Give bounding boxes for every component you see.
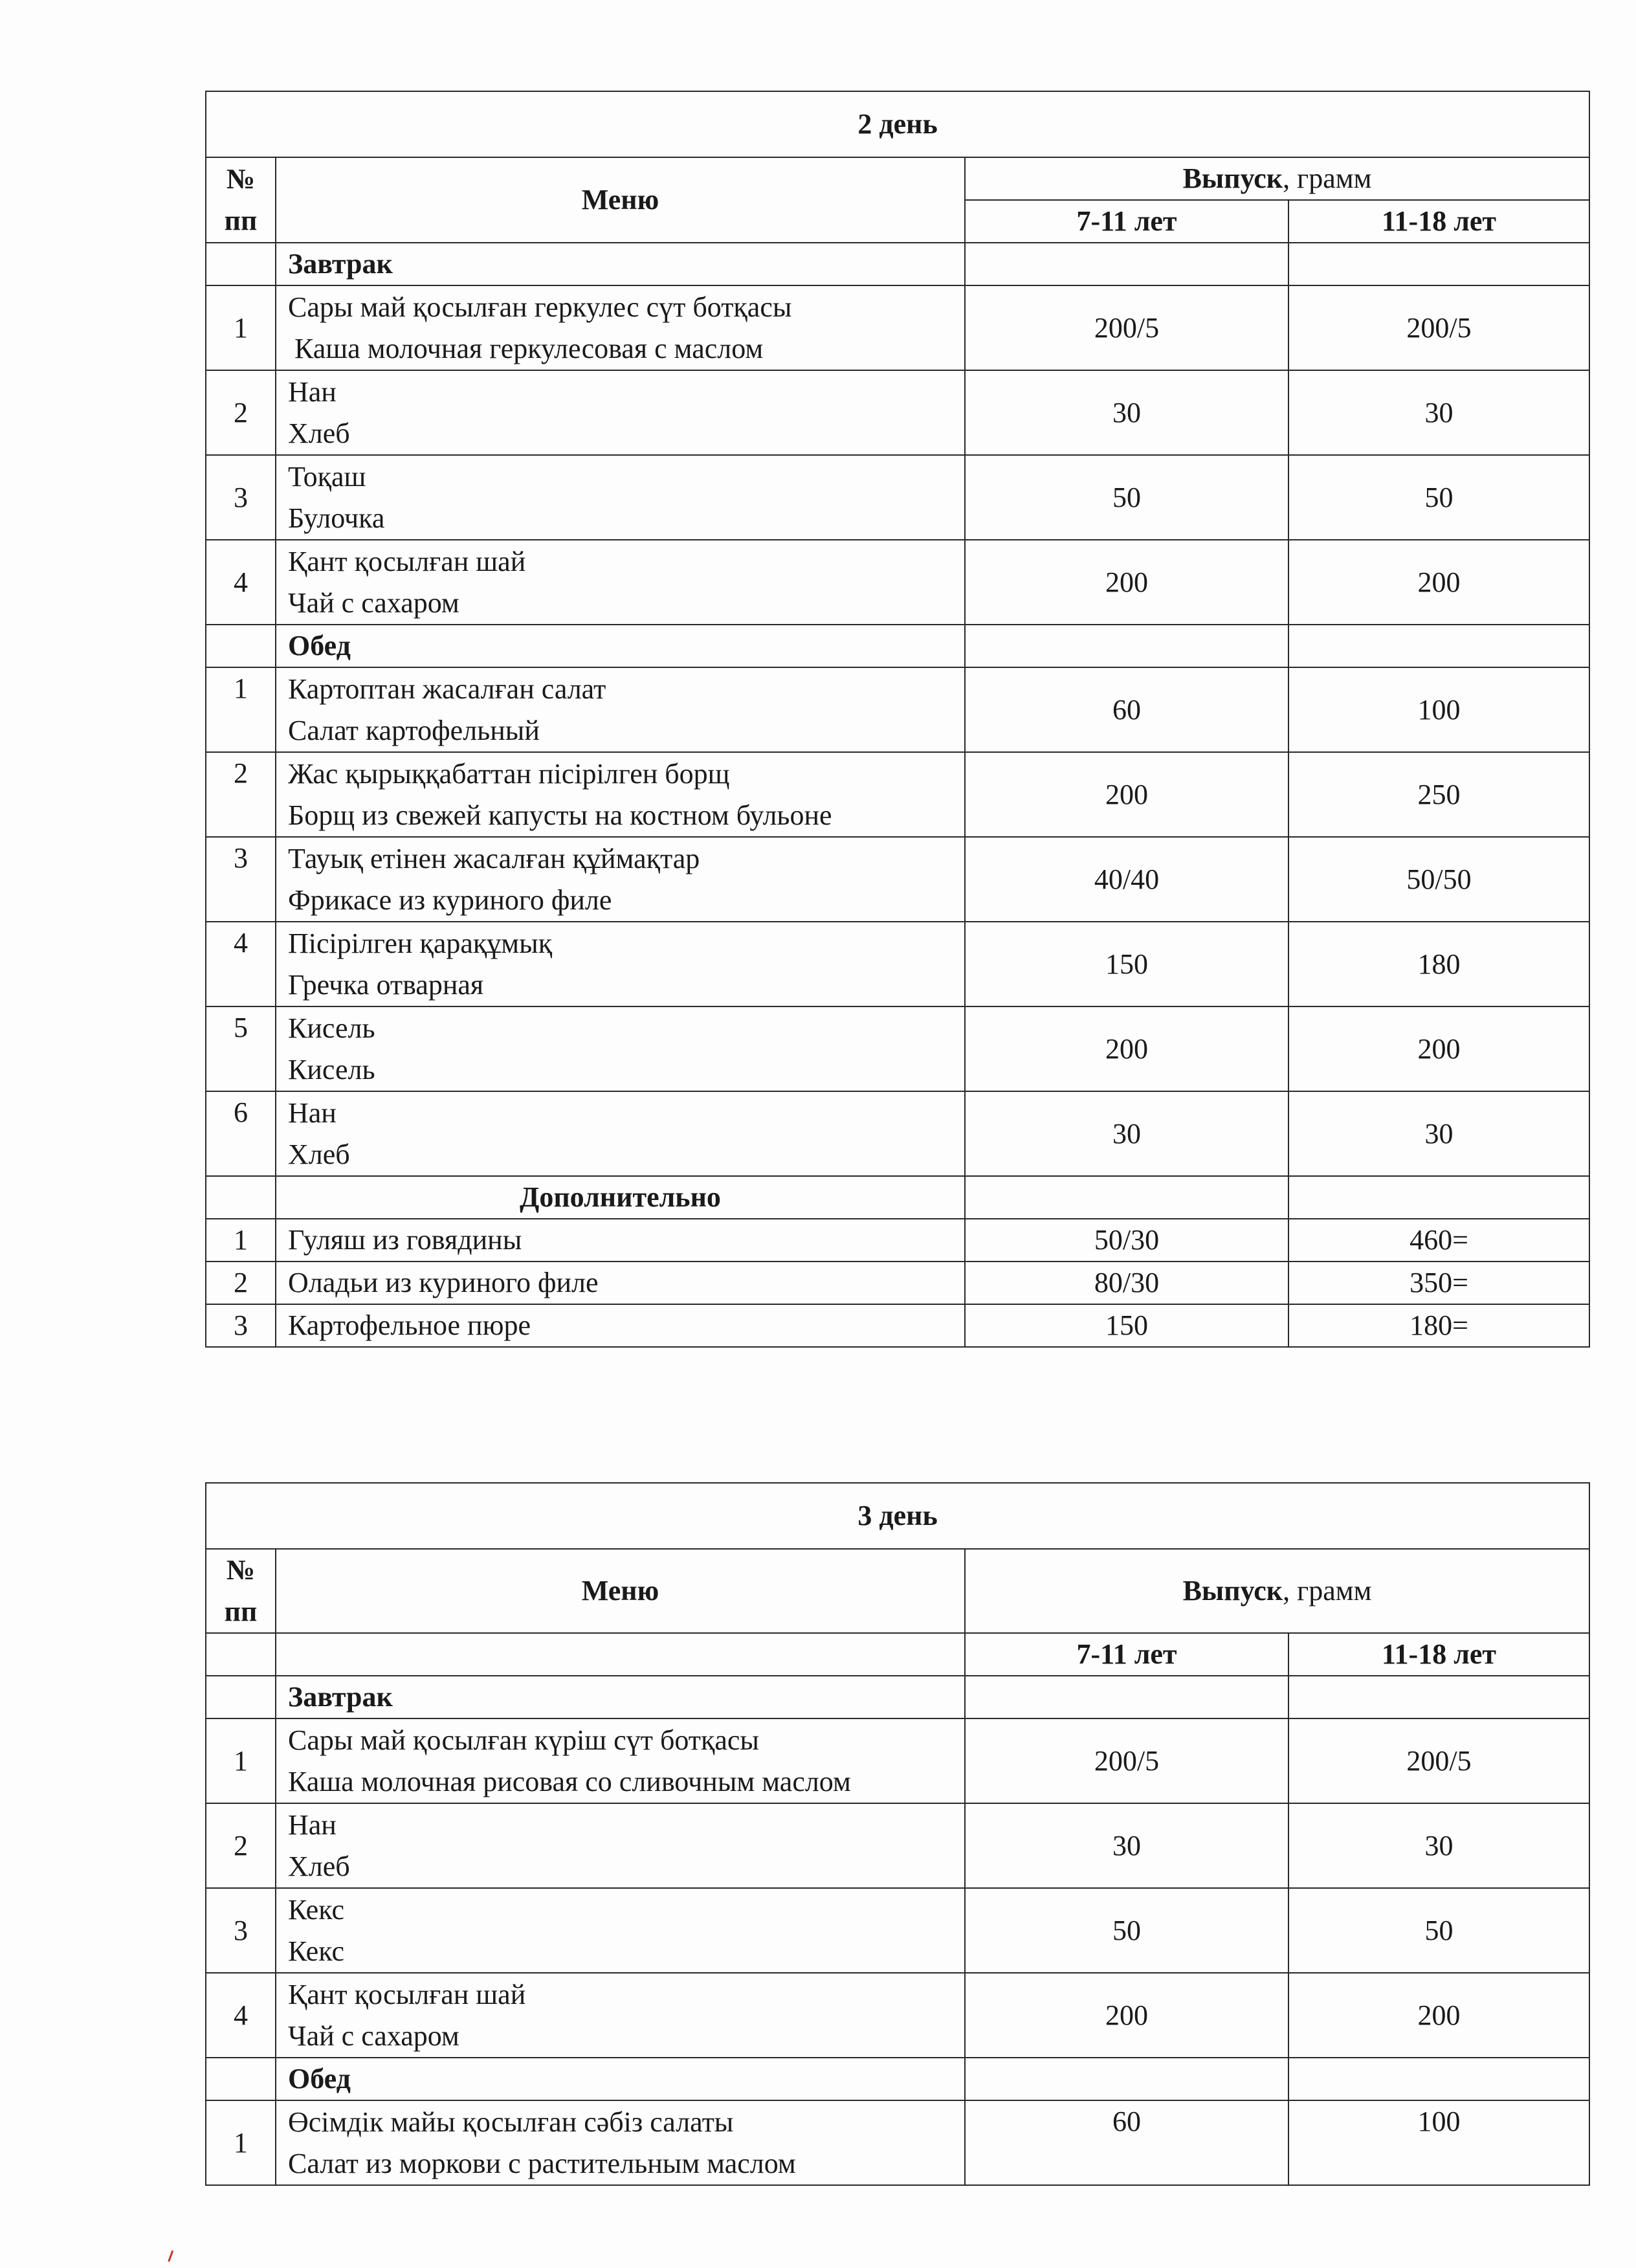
portion-11-18: 30 xyxy=(1288,1091,1589,1176)
dish-name-ru: Чай с сахаром xyxy=(288,586,459,619)
dish-name-ru: Гречка отварная xyxy=(288,968,484,1001)
table-row xyxy=(206,285,1589,370)
dish-name-kz: Кекс xyxy=(288,1893,345,1926)
portion-11-18: 100 xyxy=(1288,2100,1589,2185)
number-abbr: пп xyxy=(224,205,258,236)
dish-name-ru: Чай с сахаром xyxy=(288,2019,459,2052)
row-number: 3 xyxy=(206,455,276,540)
dish-name-ru: Салат из моркови с растительным маслом xyxy=(288,2147,796,2179)
number-sign: № xyxy=(226,163,256,195)
dish-name: Картофельное пюре xyxy=(276,1304,965,1347)
portion-7-11: 50 xyxy=(965,1888,1288,1973)
table-row xyxy=(206,540,1589,625)
portion-11-18: 30 xyxy=(1288,370,1589,455)
row-number: 4 xyxy=(206,1973,276,2058)
dish-name-ru: Хлеб xyxy=(288,417,350,449)
dish-name: Оладьи из куриного филе xyxy=(276,1262,965,1304)
table-row xyxy=(206,1888,1589,1973)
number-abbr: пп xyxy=(224,1595,258,1627)
dish-name-ru: Каша молочная рисовая со сливочным маслом xyxy=(288,1765,851,1797)
output-unit: , грамм xyxy=(1283,162,1372,194)
dish-name-kz: Нан xyxy=(288,1808,337,1841)
row-number: 4 xyxy=(206,540,276,625)
menu-table-day-2 xyxy=(205,91,1590,1348)
age-column-11-18: 11-18 лет xyxy=(1288,1633,1589,1676)
portion-11-18: 180= xyxy=(1288,1304,1589,1347)
row-number: 2 xyxy=(206,752,276,837)
portion-7-11: 40/40 xyxy=(965,837,1288,922)
table-row xyxy=(206,2100,1589,2185)
section-breakfast: Завтрак xyxy=(276,1676,965,1718)
section-lunch: Обед xyxy=(276,625,965,667)
row-number: 2 xyxy=(206,370,276,455)
dish-name-ru: Борщ из свежей капусты на костном бульоне xyxy=(288,799,832,831)
day-title: 2 день xyxy=(206,91,1589,157)
portion-7-11: 50/30 xyxy=(965,1219,1288,1262)
dish-name xyxy=(276,752,965,837)
dish-name-kz: Сары май қосылған күріш сүт ботқасы xyxy=(288,1724,759,1756)
dish-name-ru: Салат картофельный xyxy=(288,714,540,746)
row-number: 3 xyxy=(206,837,276,922)
dish-name xyxy=(276,1803,965,1888)
dish-name-kz: Нан xyxy=(288,375,337,408)
menu-column-header: Меню xyxy=(276,157,965,243)
portion-7-11: 30 xyxy=(965,370,1288,455)
age-column-7-11: 7-11 лет xyxy=(965,200,1288,243)
portion-11-18: 250 xyxy=(1288,752,1589,837)
portion-7-11: 200/5 xyxy=(965,1718,1288,1803)
dish-name-kz: Тауық етінен жасалған құймақтар xyxy=(288,842,700,874)
dish-name-kz: Кисель xyxy=(288,1012,375,1044)
dish-name xyxy=(276,2100,965,2185)
row-number: 1 xyxy=(206,1219,276,1262)
row-number: 2 xyxy=(206,1803,276,1888)
section-additional: Дополнительно xyxy=(276,1176,965,1219)
dish-name xyxy=(276,540,965,625)
table-row xyxy=(206,667,1589,752)
portion-7-11: 200/5 xyxy=(965,285,1288,370)
output-column-header xyxy=(965,1549,1589,1633)
number-column-header xyxy=(206,1549,276,1633)
dish-name xyxy=(276,1973,965,2058)
dish-name xyxy=(276,837,965,922)
day-title: 3 день xyxy=(206,1483,1589,1549)
table-row xyxy=(206,1219,1589,1262)
row-number: 3 xyxy=(206,1304,276,1347)
portion-7-11: 150 xyxy=(965,922,1288,1006)
portion-11-18: 50 xyxy=(1288,455,1589,540)
output-unit: , грамм xyxy=(1283,1575,1372,1606)
row-number: 3 xyxy=(206,1888,276,1973)
table-row xyxy=(206,922,1589,1006)
age-column-7-11: 7-11 лет xyxy=(965,1633,1288,1676)
portion-7-11: 50 xyxy=(965,455,1288,540)
portion-7-11: 150 xyxy=(965,1304,1288,1347)
dish-name-kz: Нан xyxy=(288,1096,337,1129)
table-row xyxy=(206,1304,1589,1347)
portion-7-11: 200 xyxy=(965,540,1288,625)
dish-name xyxy=(276,1718,965,1803)
dish-name-ru: Кекс xyxy=(288,1935,345,1967)
dish-name xyxy=(276,1888,965,1973)
portion-11-18: 30 xyxy=(1288,1803,1589,1888)
section-breakfast: Завтрак xyxy=(276,243,965,285)
output-label: Выпуск xyxy=(1182,1575,1283,1606)
portion-7-11: 30 xyxy=(965,1803,1288,1888)
age-column-11-18: 11-18 лет xyxy=(1288,200,1589,243)
menu-column-header: Меню xyxy=(276,1549,965,1633)
table-row xyxy=(206,1006,1589,1091)
portion-11-18: 200/5 xyxy=(1288,285,1589,370)
table-row xyxy=(206,1803,1589,1888)
portion-11-18: 200 xyxy=(1288,1973,1589,2058)
table-row xyxy=(206,1091,1589,1176)
dish-name-ru: Каша молочная геркулесовая с маслом xyxy=(294,332,764,364)
portion-7-11: 60 xyxy=(965,2100,1288,2185)
table-row xyxy=(206,1262,1589,1304)
portion-7-11: 60 xyxy=(965,667,1288,752)
portion-7-11: 80/30 xyxy=(965,1262,1288,1304)
dish-name-ru: Хлеб xyxy=(288,1138,350,1170)
table-row xyxy=(206,837,1589,922)
dish-name xyxy=(276,370,965,455)
output-label: Выпуск xyxy=(1182,162,1283,194)
portion-11-18: 200 xyxy=(1288,540,1589,625)
row-number: 6 xyxy=(206,1091,276,1176)
row-number: 4 xyxy=(206,922,276,1006)
portion-7-11: 30 xyxy=(965,1091,1288,1176)
dish-name-kz: Сары май қосылған геркулес сүт ботқасы xyxy=(288,291,792,323)
number-sign: № xyxy=(226,1554,256,1586)
table-row xyxy=(206,1718,1589,1803)
portion-11-18: 350= xyxy=(1288,1262,1589,1304)
output-column-header xyxy=(965,157,1589,200)
row-number: 1 xyxy=(206,285,276,370)
dish-name-kz: Өсімдік майы қосылған сәбіз салаты xyxy=(288,2106,734,2138)
table-row xyxy=(206,370,1589,455)
row-number: 1 xyxy=(206,667,276,752)
dish-name xyxy=(276,1006,965,1091)
portion-11-18: 50 xyxy=(1288,1888,1589,1973)
portion-7-11: 200 xyxy=(965,752,1288,837)
dish-name xyxy=(276,667,965,752)
dish-name: Гуляш из говядины xyxy=(276,1219,965,1262)
number-column-header xyxy=(206,157,276,243)
dish-name-kz: Қант қосылған шай xyxy=(288,1978,526,2010)
row-number: 5 xyxy=(206,1006,276,1091)
dish-name xyxy=(276,1091,965,1176)
dish-name xyxy=(276,455,965,540)
dish-name xyxy=(276,922,965,1006)
portion-11-18: 50/50 xyxy=(1288,837,1589,922)
portion-7-11: 200 xyxy=(965,1006,1288,1091)
menu-table-day-3 xyxy=(205,1482,1590,2186)
dish-name-kz: Пісірілген қарақұмық xyxy=(288,927,553,959)
table-row xyxy=(206,455,1589,540)
table-row xyxy=(206,1973,1589,2058)
dish-name-ru: Фрикасе из куриного филе xyxy=(288,884,612,916)
portion-7-11: 200 xyxy=(965,1973,1288,2058)
dish-name-ru: Кисель xyxy=(288,1053,375,1085)
dish-name-kz: Қант қосылған шай xyxy=(288,545,526,577)
portion-11-18: 460= xyxy=(1288,1219,1589,1262)
dish-name-kz: Картоптан жасалған салат xyxy=(288,673,606,705)
dish-name-kz: Тоқаш xyxy=(288,460,366,493)
row-number: 1 xyxy=(206,2100,276,2185)
row-number: 2 xyxy=(206,1262,276,1304)
table-row xyxy=(206,752,1589,837)
portion-11-18: 200 xyxy=(1288,1006,1589,1091)
dish-name xyxy=(276,285,965,370)
row-number: 1 xyxy=(206,1718,276,1803)
dish-name-ru: Булочка xyxy=(288,502,385,534)
section-lunch: Обед xyxy=(276,2058,965,2100)
dish-name-kz: Жас қырыққабаттан пісірілген борщ xyxy=(288,757,730,790)
pen-mark xyxy=(168,2251,178,2264)
portion-11-18: 100 xyxy=(1288,667,1589,752)
portion-11-18: 180 xyxy=(1288,922,1589,1006)
portion-11-18: 200/5 xyxy=(1288,1718,1589,1803)
dish-name-ru: Хлеб xyxy=(288,1850,350,1882)
